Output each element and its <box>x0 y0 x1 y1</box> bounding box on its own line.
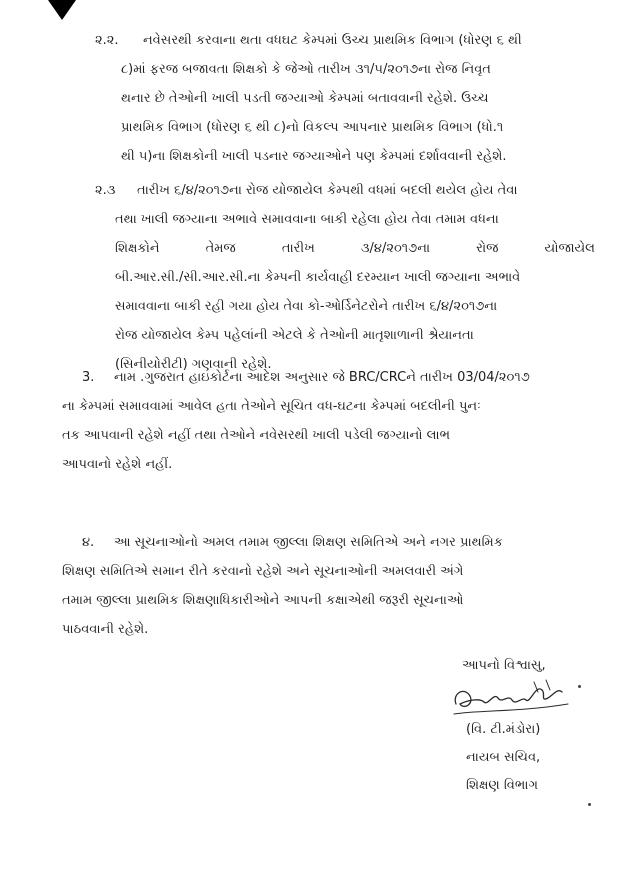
text-line: શિક્ષણ સમિતિએ સમાન રીતે કરવાનો રહેશે અને સૂચનાઓની અમલવારી અંગે <box>62 564 464 579</box>
text-line: પ્રાથમિક વિભાગ (ધોરણ ૬ થી ૮)નો વિકલ્પ આપનાર પ્રાથમિક વિભાગ (ધો.૧ <box>121 120 504 135</box>
ink-speck <box>578 685 581 688</box>
paragraph-number: 3. <box>82 370 95 385</box>
text-line: પાઠવવાની રહેશે. <box>62 622 149 637</box>
paragraph-number: ૨.૩ <box>95 183 116 198</box>
text-line: નવેસરથી કરવાના થતા વધઘટ કેમ્પમાં ઉચ્ચ પ્રાથમિક વિભાગ (ધોરણ ૬ થી <box>143 33 522 48</box>
text-line: તક આપવાની રહેશે નહીં તથા તેઓને નવેસરથી ખાલી પડેલી જગ્યાનો લાભ <box>62 428 450 443</box>
corner-fold-mark <box>48 0 76 20</box>
text-line: (સિનીયોરીટી) ગણવાની રહેશે. <box>115 357 272 372</box>
paragraph-body <box>115 176 595 379</box>
signatory-designation: નાયબ સચિવ, <box>466 750 541 765</box>
signatory-name: (વિ. ટી.મંડોરા) <box>466 722 541 737</box>
text-line: બી.આર.સી./સી.આર.સી.ના કેમ્પની કાર્યવાહી દરમ્યાન ખાલી જગ્યાના અભાવે <box>115 270 521 285</box>
paragraph-number: ૪. <box>82 535 95 550</box>
ink-speck <box>588 803 591 806</box>
text-line: ૮)માં ફરજ બજાવતા શિક્ષકો કે જેઓ તારીખ ૩૧/૫/૨૦૧૭ના રોજ નિવૃત <box>121 62 491 77</box>
text-line: શિક્ષકોને તેમજ તારીખ ૩/૪/૨૦૧૭ના રોજ યોજાયેલ <box>115 241 595 256</box>
text-line: નામ .ગુજરાત હાઇકોર્ટના આદેશ અનુસાર જે BRC/CRCને તારીખ 03/04/૨૦૧૭ <box>114 370 530 385</box>
text-line: આપવાનો રહેશે નહીં. <box>62 457 173 472</box>
paragraph-body <box>121 26 595 171</box>
text-line: થી ૫)ના શિક્ષકોની ખાલી પડનાર જગ્યાઓને પણ કેમ્પમાં દર્શાવવાની રહેશે. <box>121 149 507 164</box>
text-line: તારીખ ૬/૪/૨૦૧૭ના રોજ યોજાયેલ કેમ્પથી વધમાં બદલી થયેલ હોય તેવા <box>137 183 518 198</box>
text-line: આ સૂચનાઓનો અમલ તમામ જીલ્લા શિક્ષણ સમિતિએ અને નગર પ્રાથમિક <box>114 535 503 550</box>
text-line: તમામ જીલ્લા પ્રાથમિક શિક્ષણાધિકારીઓને આપની કક્ષાએથી જરૂરી સૂચનાઓ <box>62 593 464 608</box>
closing-salutation: આપનો વિશ્વાસુ, <box>462 658 546 673</box>
text-line: ના કેમ્પમાં સમાવવામાં આવેલ હતા તેઓને સૂચિત વધ-ઘટના કેમ્પમાં બદલીની પુનઃ <box>62 399 481 414</box>
text-line: થનાર છે તેઓની ખાલી પડતી જગ્યાઓ કેમ્પમાં બતાવવાની રહેશે. ઉચ્ચ <box>121 91 489 106</box>
paragraph-number: ૨.૨. <box>95 33 119 48</box>
handwritten-signature <box>450 674 580 718</box>
text-line: સમાવવાના બાકી રહી ગયા હોય તેવા કો-ઓર્ડિનેટરોને તારીખ ૬/૪/૨૦૧૭ના <box>115 299 498 314</box>
signatory-department: શિક્ષણ વિભાગ <box>466 778 538 793</box>
text-line: રોજ યોજાયેલ કેમ્પ પહેલાંની એટલે કે તેઓની માતૃશાળાની શ્રેયાનતા <box>115 328 474 343</box>
text-line: તથા ખાલી જગ્યાના અભાવે સમાવવાના બાકી રહેલા હોય તેવા તમામ વધના <box>115 212 499 227</box>
